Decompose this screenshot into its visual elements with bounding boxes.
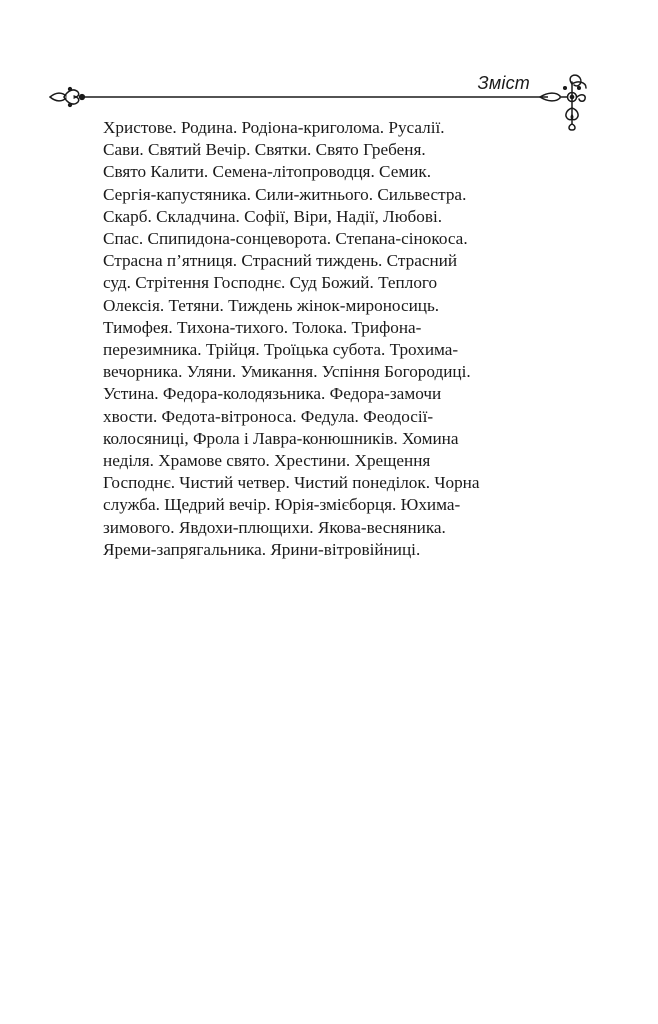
text-line: служба. Щедрий вечір. Юрія-змієборця. Юхима- bbox=[103, 495, 461, 515]
text-line: вечорника. Уляни. Умикання. Успіння Богородиці. bbox=[103, 362, 471, 382]
corner-flourish-icon bbox=[540, 75, 586, 130]
text-line: Олексія. Тетяни. Тиждень жінок-мироносиць. bbox=[103, 295, 440, 315]
text-line: Свято Калити. Семена-літопроводця. Семик. bbox=[103, 162, 432, 182]
text-line: неділя. Храмове свято. Хрестини. Хрещення bbox=[103, 451, 431, 471]
text-line: Яреми-запрягальника. Ярини-вітровійниці. bbox=[103, 539, 421, 559]
text-line: Спас. Спипидона-сонцеворота. Степана-сінокоса. bbox=[103, 229, 468, 249]
text-line: Сергія-капустяника. Сили-житнього. Сильвестра. bbox=[103, 184, 467, 204]
text-line: хвости. Федота-вітроноса. Федула. Феодосії- bbox=[103, 406, 434, 426]
page-title: Зміст bbox=[477, 73, 530, 93]
index-text bbox=[103, 117, 543, 561]
text-line: Сави. Святий Вечір. Святки. Свято Гребеня. bbox=[103, 140, 426, 160]
text-line: Христове. Родина. Родіона-криголома. Русалії. bbox=[103, 118, 445, 137]
text-line: зимового. Явдохи-плющихи. Якова-весняника. bbox=[103, 517, 446, 537]
text-line: Тимофея. Тихона-тихого. Толока. Трифона- bbox=[103, 317, 422, 337]
text-line: Скарб. Складчина. Софії, Віри, Надії, Любові. bbox=[103, 206, 443, 226]
floral-flourish-icon bbox=[50, 88, 84, 107]
text-line: перезимника. Трійця. Троїцька субота. Трохима- bbox=[103, 340, 459, 360]
text-line: Господнє. Чистий четвер. Чистий понеділок. Чорна bbox=[103, 473, 480, 493]
text-line: Страсна п’ятниця. Страсний тиждень. Страсний bbox=[103, 251, 458, 271]
text-line: колосяниці, Фрола і Лавра-конюшників. Хомина bbox=[103, 428, 459, 448]
text-line: Устина. Федора-колодязьника. Федора-замочи bbox=[103, 384, 442, 404]
text-line: суд. Стрітення Господнє. Суд Божий. Теплого bbox=[103, 273, 438, 293]
